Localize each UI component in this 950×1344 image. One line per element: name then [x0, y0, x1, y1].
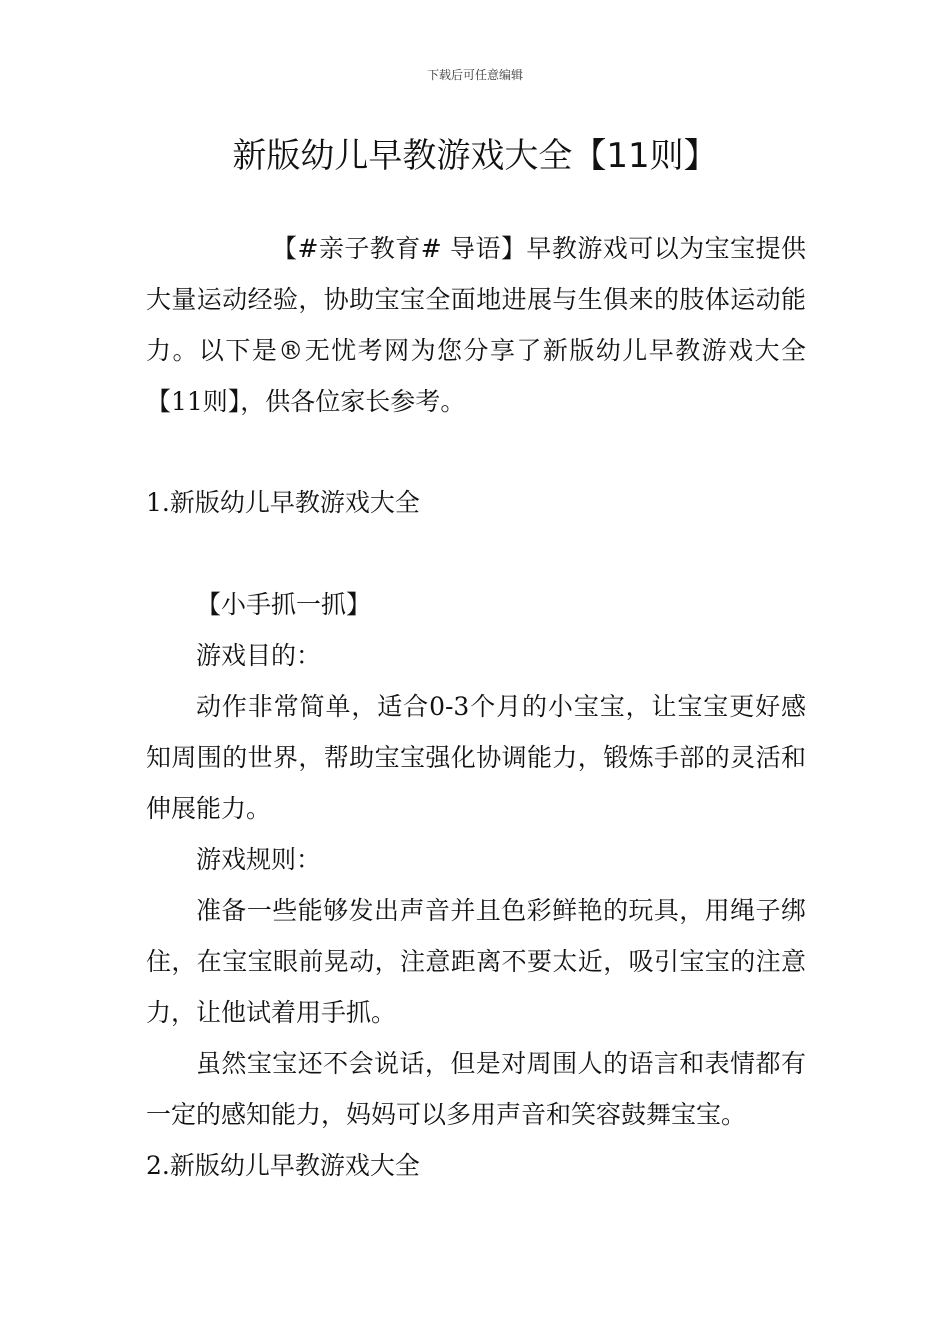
- page-header-note: 下载后可任意编辑: [426, 68, 523, 82]
- section-heading-1: 1.新版幼儿早教游戏大全: [146, 488, 420, 517]
- purpose-label: 游戏目的：: [196, 641, 322, 670]
- purpose-paragraph: 动作非常简单，适合0-3个月的小宝宝，让宝宝更好感知周围的世界，帮助宝宝强化协调能力，锻炼手部的灵活和伸展能力。: [146, 692, 806, 823]
- document-title: 新版幼儿早教游戏大全【11则】: [232, 136, 718, 176]
- rules-label: 游戏规则：: [196, 845, 322, 874]
- game-name: 【小手抓一抓】: [196, 590, 372, 619]
- spacer: [146, 427, 806, 477]
- spacer: [146, 528, 806, 579]
- section-heading-2: 2.新版幼儿早教游戏大全: [146, 1151, 420, 1180]
- intro-paragraph: 【#亲子教育# 导语】早教游戏可以为宝宝提供大量运动经验，协助宝宝全面地进展与生俱来的肢体运动能力。以下是®无忧考网为您分享了新版幼儿早教游戏大全【11则】，供各位家长参考。: [146, 234, 806, 416]
- note-paragraph: 虽然宝宝还不会说话，但是对周围人的语言和表情都有一定的感知能力，妈妈可以多用声音和笑容鼓舞宝宝。: [146, 1049, 806, 1129]
- rules-paragraph: 准备一些能够发出声音并且色彩鲜艳的玩具，用绳子绑住，在宝宝眼前晃动，注意距离不要太近，吸引宝宝的注意力，让他试着用手抓。: [146, 896, 806, 1027]
- document-body: [146, 223, 806, 1191]
